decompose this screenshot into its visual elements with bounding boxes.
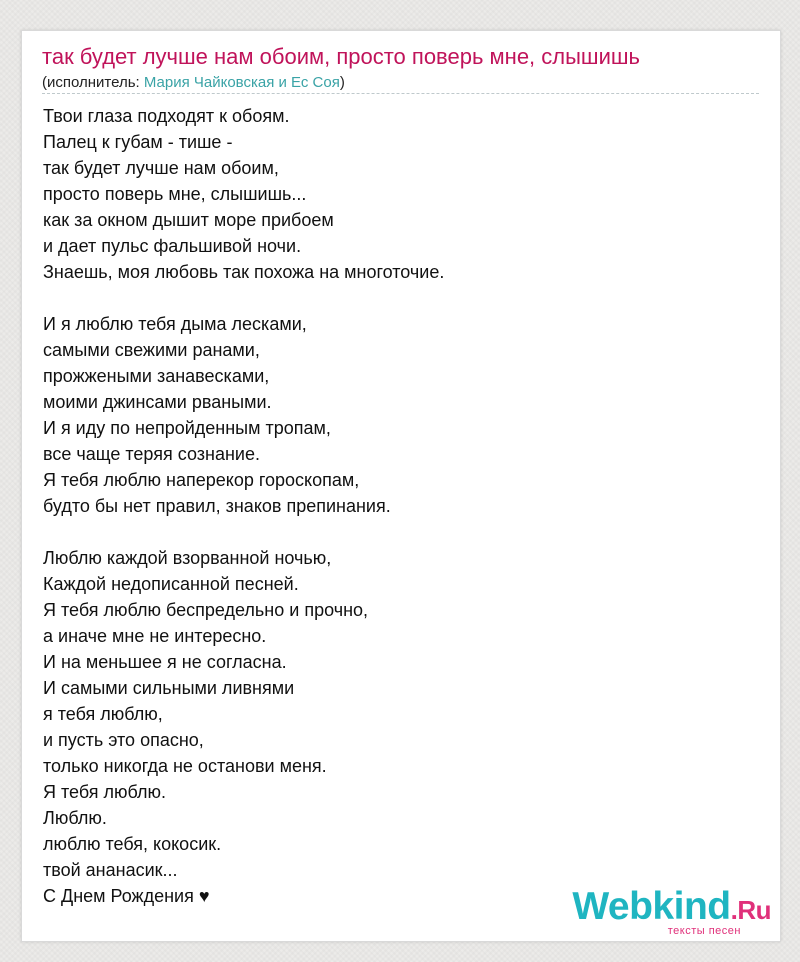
lyric-line: и пусть это опасно, — [43, 730, 204, 750]
lyric-line: я тебя люблю, — [43, 704, 163, 724]
logo-name: Webkind — [572, 885, 731, 928]
logo-wordmark — [572, 887, 771, 930]
artist-prefix: (исполнитель: — [42, 74, 144, 91]
lyric-line: Каждой недописанной песней. — [43, 574, 299, 594]
lyric-line: прожжеными занавесками, — [43, 366, 270, 386]
lyric-line: только никогда не останови меня. — [43, 756, 327, 776]
lyrics-stanza — [43, 311, 444, 519]
lyrics-text — [43, 103, 444, 909]
song-title: так будет лучше нам обоим, просто поверь мне, слышишь — [42, 44, 640, 69]
lyrics-card — [21, 30, 781, 942]
lyric-line: Я тебя люблю беспредельно и прочно, — [43, 600, 369, 620]
lyric-line: просто поверь мне, слышишь... — [43, 184, 307, 204]
lyric-line: Я тебя люблю наперекор гороскопам, — [43, 470, 360, 490]
lyric-line: И я люблю тебя дыма лесками, — [43, 314, 307, 334]
lyric-line: И я иду по непройденным тропам, — [43, 418, 331, 438]
lyrics-stanza — [43, 103, 444, 285]
webkind-logo[interactable] — [572, 887, 771, 937]
lyric-line: как за окном дышит море прибоем — [43, 210, 334, 230]
logo-tagline: тексты песен — [667, 925, 741, 937]
lyric-line: Я тебя люблю. — [43, 782, 167, 802]
lyrics-stanza — [43, 545, 444, 909]
artist-suffix: ) — [339, 74, 345, 91]
lyric-line: Знаешь, моя любовь так похожа на многоточие. — [43, 262, 445, 282]
logo-tld: .Ru — [730, 895, 771, 925]
lyric-line: Люблю каждой взорванной ночью, — [43, 548, 332, 568]
lyric-line: Твои глаза подходят к обоям. — [43, 106, 290, 126]
dashed-divider — [42, 93, 759, 94]
lyric-line: самыми свежими ранами, — [43, 340, 260, 360]
lyric-line: И на меньшее я не согласна. — [43, 652, 287, 672]
lyric-line: твой ананасик... — [43, 860, 178, 880]
artist-line — [42, 73, 345, 93]
lyric-line: а иначе мне не интересно. — [43, 626, 267, 646]
lyric-line: И самыми сильными ливнями — [43, 678, 295, 698]
artist-link[interactable]: Мария Чайковская и Ес Соя — [143, 74, 340, 91]
lyric-line: С Днем Рождения ♥ — [43, 886, 210, 906]
lyric-line: люблю тебя, кокосик. — [43, 834, 222, 854]
lyric-line: будто бы нет правил, знаков препинания. — [43, 496, 391, 516]
lyric-line: все чаще теряя сознание. — [43, 444, 260, 464]
lyric-line: Люблю. — [43, 808, 107, 828]
lyric-line: так будет лучше нам обоим, — [43, 158, 279, 178]
lyric-line: и дает пульс фальшивой ночи. — [43, 236, 302, 256]
lyric-line: моими джинсами рваными. — [43, 392, 272, 412]
lyric-line: Палец к губам - тише - — [43, 132, 233, 152]
